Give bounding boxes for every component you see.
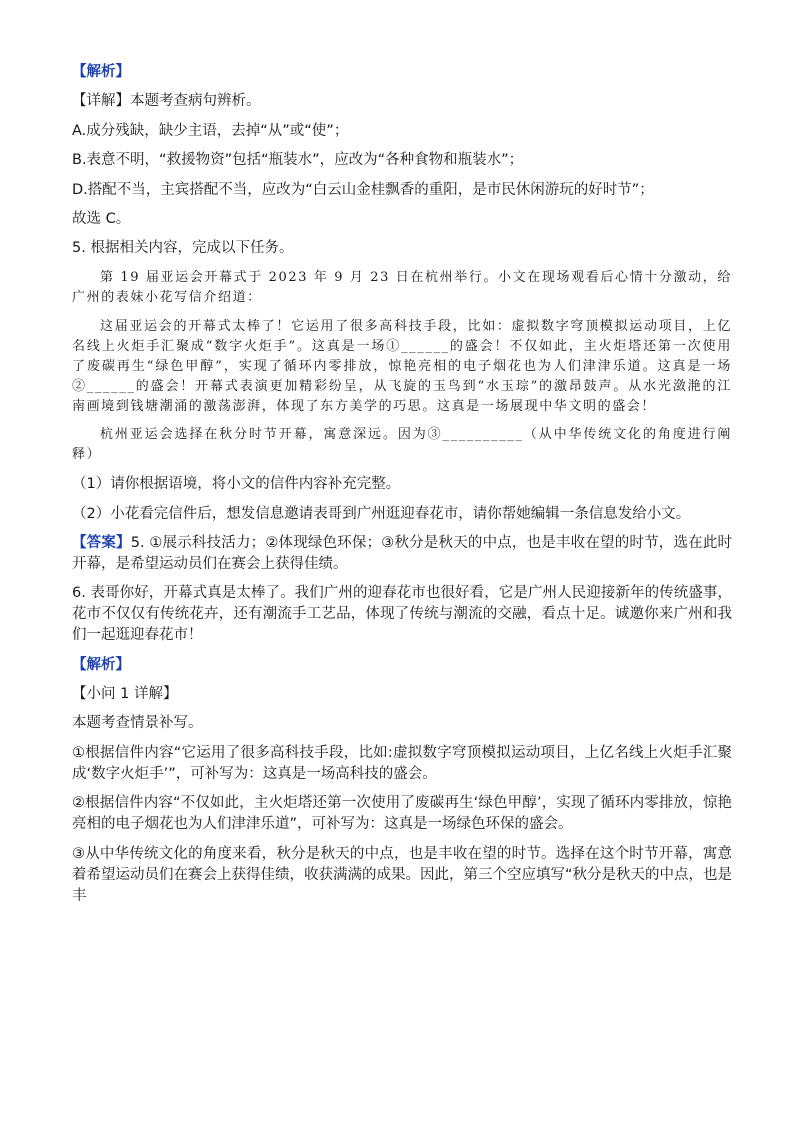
answer-heading: 【答案】 xyxy=(72,534,131,551)
question-5-sub-1: （1）请你根据语境，将小文的信件内容补充完整。 xyxy=(72,476,401,493)
answer-block xyxy=(72,533,732,575)
option-b-explanation: B.表意不明，“救援物资”包括“瓶装水”，应改为“各种食物和瓶装水”； xyxy=(72,152,524,169)
analysis-heading: 【解析】 xyxy=(72,64,130,80)
detail-heading: 【详解】本题考查病句辨析。 xyxy=(72,93,261,110)
option-a-explanation: A.成分残缺，缺少主语，去掉“从”或“使”； xyxy=(72,122,349,139)
option-d-explanation: D.搭配不当，主宾搭配不当，应改为“白云山金桂飘香的重阳，是市民休闲游玩的好时节”； xyxy=(72,181,654,198)
sub-question-1-intro: 本题考查情景补写。 xyxy=(72,715,203,732)
question-5-sub-2: （2）小花看完信件后，想发信息邀请表哥到广州逛迎春花市，请你帮她编辑一条信息发给小文。 xyxy=(72,505,691,522)
answer-5-text: 5. ①展示科技活力；②体现绿色环保；③秋分是秋天的中点，也是丰收在望的时节，选在此时开幕，是希望运动员们在赛会上获得佳绩。 xyxy=(72,534,733,572)
document-page xyxy=(72,62,732,915)
letter-body: 这届亚运会的开幕式太棒了！它运用了很多高科技手段，比如：虚拟数字穹顶模拟运动项目，上亿名线上火炬手汇聚成“数字火炬手”。这真是一场①______的盛会！不仅如此，主火炬塔还第一次使用了废碳再生“绿色甲醇”，实现了循环内零排放，惊艳亮相的电子烟花也为人们津津乐道。这真是一场②______的盛会！开幕式表演更加精彩纷呈，从飞旋的玉鸟到“水玉琮”的激昂鼓声。从水光潋滟的江南画境到钱塘潮涌的激荡澎湃，体现了东方美学的巧思。这真是一场展现中华文明的盛会！ xyxy=(72,318,732,414)
sub-question-1-heading: 【小问 1 详解】 xyxy=(72,686,178,703)
analysis-heading-2: 【解析】 xyxy=(72,656,130,673)
sub-question-1-point-2: ②根据信件内容“不仅如此，主火炬塔还第一次使用了废碳再生‘绿色甲醇’，实现了循环内零排放，惊艳亮相的电子烟花也为人们津津乐道”，可补写为：这真是一场绿色环保的盛会。 xyxy=(72,795,732,833)
answer-6-text: 6. 表哥你好，开幕式真是太棒了。我们广州的迎春花市也很好看，它是广州人民迎接新年的传统盛事，花市不仅仅有传统花卉，还有潮流手工艺品，体现了传统与潮流的交融，看点十足。诚邀你来广州和我们一起逛迎春花市！ xyxy=(72,585,732,644)
sub-question-1-point-1: ①根据信件内容“它运用了很多高科技手段，比如:虚拟数字穹顶模拟运动项目，上亿名线上火炬手汇聚成‘数字火炬手’”，可补写为：这真是一场高科技的盛会。 xyxy=(72,744,732,782)
question-5-title: 5. 根据相关内容，完成以下任务。 xyxy=(72,240,294,257)
sub-question-1-point-3: ③从中华传统文化的角度来看，秋分是秋天的中点，也是丰收在望的时节。选择在这个时节开幕，寓意着希望运动员们在赛会上获得佳绩，收获满满的成果。因此，第三个空应填写“秋分是秋天的中点，也是丰 xyxy=(72,845,733,904)
letter-intro: 第 19 届亚运会开幕式于 2023 年 9 月 23 日在杭州举行。小文在现场观看后心情十分激动，给广州的表妹小花写信介绍道： xyxy=(72,269,732,305)
letter-conclusion: 杭州亚运会选择在秋分时节开幕，寓意深远。因为③__________（从中华传统文化的角度进行阐释） xyxy=(72,427,732,463)
answer-choice: 故选 C。 xyxy=(72,210,131,227)
